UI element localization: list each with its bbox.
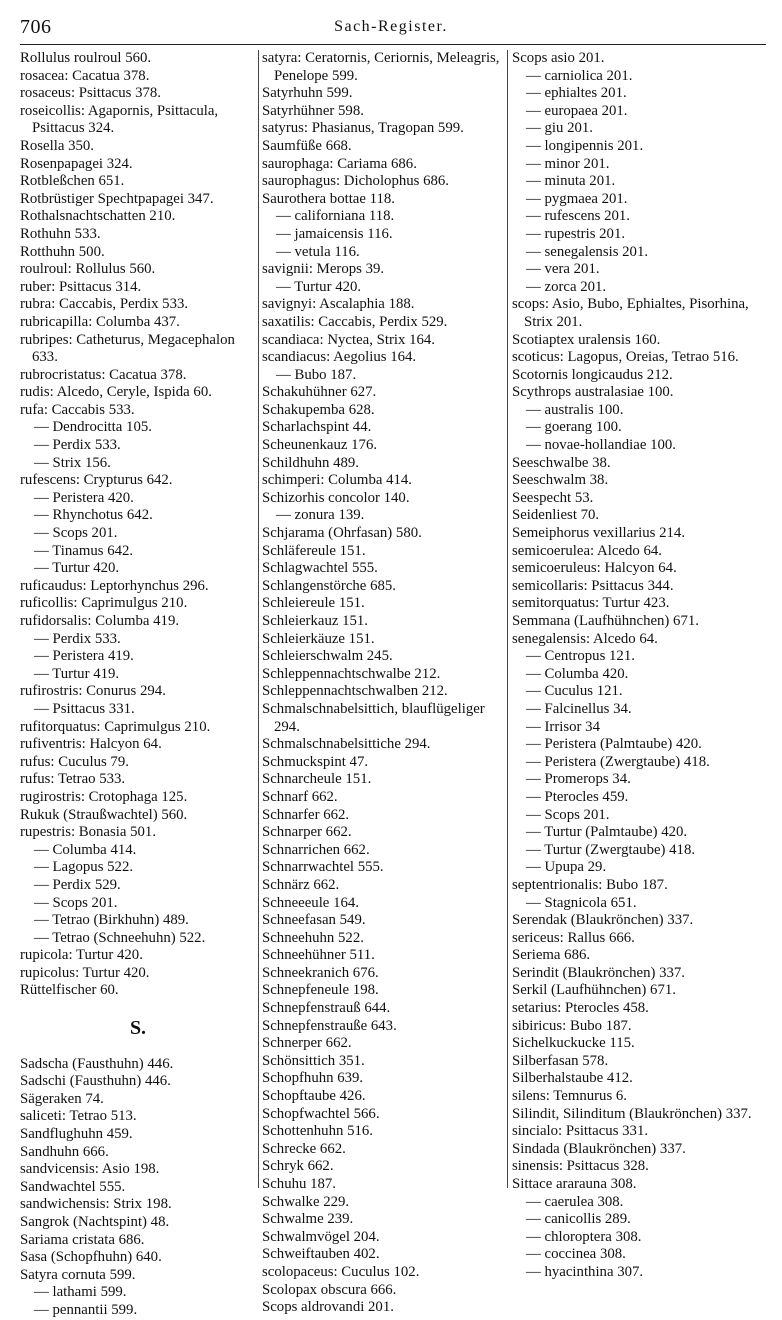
index-subentry: — senegalensis 201.: [526, 243, 649, 260]
index-subentry: — Scops 201.: [34, 894, 118, 911]
index-entry: rupestris: Bonasia 501.: [20, 824, 157, 841]
index-entry: Schnarrwachtel 555.: [262, 859, 384, 876]
index-entry: sinensis: Psittacus 328.: [512, 1158, 649, 1175]
index-entry: Sandflughuhn 459.: [20, 1126, 133, 1143]
index-entry: Schmalschnabelsittiche 294.: [262, 736, 431, 753]
index-entry: Serkil (Laufhühnchen) 671.: [512, 982, 676, 999]
index-column-2: [262, 50, 506, 1316]
index-entry: Schottenhuhn 516.: [262, 1123, 373, 1140]
index-subentry: — chloroptera 308.: [526, 1228, 642, 1245]
index-subentry: — Columba 414.: [34, 841, 137, 858]
index-entry: Scotiaptex uralensis 160.: [512, 331, 661, 348]
index-entry: Schönsittich 351.: [262, 1052, 365, 1069]
index-entry: Scotornis longicaudus 212.: [512, 366, 673, 383]
index-entry: Seriema 686.: [512, 947, 591, 964]
index-entry: Schryk 662.: [262, 1158, 334, 1175]
index-subentry: — Turtur (Palmtaube) 420.: [526, 824, 688, 841]
index-entry: Schleiereule 151.: [262, 595, 365, 612]
index-subentry: — coccinea 308.: [526, 1246, 626, 1263]
index-entry: Rukuk (Straußwachtel) 560.: [20, 806, 188, 823]
index-subentry: — Centropus 121.: [526, 648, 635, 665]
index-entry: Schmuckspint 47.: [262, 753, 369, 770]
index-subentry: — pennantii 599.: [34, 1301, 138, 1318]
index-entry: Silberfasan 578.: [512, 1052, 609, 1069]
index-subentry: — rufescens 201.: [526, 208, 630, 225]
index-entry: Satyrhühner 598.: [262, 102, 364, 119]
index-entry: Sindada (Blaukrönchen) 337.: [512, 1140, 686, 1157]
index-subentry: — Tetrao (Schneehuhn) 522.: [34, 929, 206, 946]
index-entry: Schopfhuhn 639.: [262, 1070, 364, 1087]
index-entry: Sadschi (Fausthuhn) 446.: [20, 1073, 171, 1090]
index-subentry: — goerang 100.: [526, 419, 622, 436]
index-entry: Schneeeule 164.: [262, 894, 359, 911]
index-entry: Saurothera bottae 118.: [262, 190, 395, 207]
index-entry: semitorquatus: Turtur 423.: [512, 595, 670, 612]
index-entry: rubripes: Catheturus, Megacephalon 633.: [20, 331, 235, 366]
index-entry: Schrecke 662.: [262, 1140, 346, 1157]
index-subentry: — Stagnicola 651.: [526, 894, 637, 911]
index-entry: roseicollis: Agapornis, Psittacula, Psittacus 324.: [20, 102, 219, 137]
index-subentry: — zonura 139.: [276, 507, 365, 524]
index-entry: Schopftaube 426.: [262, 1088, 366, 1105]
index-entry: Sadscha (Fausthuhn) 446.: [20, 1055, 174, 1072]
index-entry: Rothalsnachtschatten 210.: [20, 208, 176, 225]
index-entry: ruficaudus: Leptorhynchus 296.: [20, 577, 209, 594]
column-divider: [258, 50, 259, 1188]
index-entry: semicoeruleus: Halcyon 64.: [512, 560, 677, 577]
index-entry: Serindit (Blaukrönchen) 337.: [512, 964, 686, 981]
index-entry: Satyrhuhn 599.: [262, 85, 353, 102]
index-subentry: — minor 201.: [526, 155, 610, 172]
index-entry: sandwichensis: Strix 198.: [20, 1196, 172, 1213]
index-subentry: — caerulea 308.: [526, 1193, 624, 1210]
index-subentry: — australis 100.: [526, 401, 624, 418]
index-entry: rosaceus: Psittacus 378.: [20, 85, 161, 102]
index-subentry: — Irrisor 34: [526, 718, 600, 735]
index-subentry: — Rhynchotus 642.: [34, 507, 153, 524]
index-subentry: — lathami 599.: [34, 1284, 127, 1301]
index-entry: Schwalmvögel 204.: [262, 1228, 380, 1245]
index-entry: Rotthuhn 500.: [20, 243, 105, 260]
index-entry: rufitorquatus: Caprimulgus 210.: [20, 718, 211, 735]
index-entry: Rosenpapagei 324.: [20, 155, 133, 172]
index-entry: Seespecht 53.: [512, 489, 594, 506]
index-subentry: — longipennis 201.: [526, 137, 644, 154]
index-entry: Scolopax obscura 666.: [262, 1281, 397, 1298]
index-entry: Rothuhn 533.: [20, 225, 101, 242]
index-entry: Seidenliest 70.: [512, 507, 600, 524]
index-entry: Schnepfenstrauß 644.: [262, 1000, 391, 1017]
index-entry: Rotbleßchen 651.: [20, 173, 125, 190]
index-subentry: — pygmaea 201.: [526, 190, 628, 207]
index-entry: satyrus: Phasianus, Tragopan 599.: [262, 120, 464, 137]
index-entry: sincialo: Psittacus 331.: [512, 1123, 649, 1140]
index-subentry: — rupestris 201.: [526, 225, 626, 242]
index-entry: Seeschwalm 38.: [512, 472, 609, 489]
index-entry: saurophaga: Cariama 686.: [262, 155, 417, 172]
index-entry: septentrionalis: Bubo 187.: [512, 876, 668, 893]
index-subentry: — Cuculus 121.: [526, 683, 623, 700]
index-entry: Schneekranich 676.: [262, 964, 379, 981]
index-entry: scops: Asio, Bubo, Ephialtes, Pisorhina, Strix 201.: [512, 296, 749, 330]
index-entry: Rotbrüstiger Spechtpapagei 347.: [20, 190, 214, 207]
index-subentry: — Dendrocitta 105.: [34, 419, 152, 436]
index-entry: Scops aldrovandi 201.: [262, 1299, 394, 1316]
index-entry: scandiaca: Nyctea, Strix 164.: [262, 331, 435, 348]
index-subentry: — ephialtes 201.: [526, 85, 627, 102]
index-entry: Schopfwachtel 566.: [262, 1105, 380, 1122]
index-entry: Schwalme 239.: [262, 1211, 354, 1228]
index-entry: Satyra cornuta 599.: [20, 1266, 136, 1283]
index-subentry: — minuta 201.: [526, 173, 616, 190]
index-entry: satyra: Ceratornis, Ceriornis, Meleagris, Penelope 599.: [262, 50, 500, 84]
index-entry: Schnarcheule 151.: [262, 771, 372, 788]
index-entry: Scharlachspint 44.: [262, 419, 372, 436]
index-column-3: [512, 50, 770, 1280]
index-entry: Seeschwalbe 38.: [512, 454, 611, 471]
index-entry: rufus: Cuculus 79.: [20, 753, 129, 770]
index-entry: rupicolus: Turtur 420.: [20, 964, 150, 981]
index-column-1: [20, 50, 256, 1318]
index-entry: savignii: Merops 39.: [262, 261, 385, 278]
index-entry: Semmana (Laufhühnchen) 671.: [512, 613, 699, 629]
index-subentry: — canicollis 289.: [526, 1211, 631, 1228]
index-entry: Sandhuhn 666.: [20, 1143, 109, 1160]
index-entry: Schjarama (Ohrfasan) 580.: [262, 525, 422, 542]
index-entry: setarius: Pterocles 458.: [512, 1000, 649, 1017]
index-subentry: — Turtur 420.: [276, 278, 362, 295]
index-entry: Semeiphorus vexillarius 214.: [512, 525, 686, 542]
index-subentry: — Tetrao (Birkhuhn) 489.: [34, 912, 189, 929]
index-entry: saurophagus: Dicholophus 686.: [262, 173, 449, 190]
index-entry: rudis: Alcedo, Ceryle, Ispida 60.: [20, 384, 212, 401]
index-entry: rupicola: Turtur 420.: [20, 947, 143, 964]
index-entry: rubricapilla: Columba 437.: [20, 313, 180, 330]
index-entry: senegalensis: Alcedo 64.: [512, 630, 658, 647]
index-entry: scoticus: Lagopus, Oreias, Tetrao 516.: [512, 349, 739, 366]
index-entry: sibiricus: Bubo 187.: [512, 1017, 632, 1034]
index-subentry: — zorca 201.: [526, 278, 607, 295]
index-entry: Silindit, Silinditum (Blaukrönchen) 337.: [512, 1105, 752, 1122]
index-subentry: — europaea 201.: [526, 102, 628, 119]
index-entry: Sägeraken 74.: [20, 1090, 104, 1107]
index-subentry: — Lagopus 522.: [34, 859, 134, 876]
index-entry: Schleppennachtschwalben 212.: [262, 683, 448, 700]
index-entry: Schuhu 187.: [262, 1176, 336, 1192]
index-entry: rubrocristatus: Cacatua 378.: [20, 366, 187, 383]
index-subentry: — Peristera (Zwergtaube) 418.: [526, 753, 710, 770]
index-subentry: — Falcinellus 34.: [526, 700, 632, 717]
index-entry: Scythrops australasiae 100.: [512, 384, 674, 401]
index-entry: schimperi: Columba 414.: [262, 472, 413, 489]
index-subentry: — giu 201.: [526, 120, 593, 137]
index-subentry: — Tinamus 642.: [34, 542, 134, 559]
index-entry: silens: Temnurus 6.: [512, 1088, 628, 1105]
index-entry: scandiacus: Aegolius 164.: [262, 349, 417, 366]
index-entry: Schnarrichen 662.: [262, 841, 370, 858]
index-entry: Schlangenstörche 685.: [262, 577, 396, 594]
index-subentry: — Peristera 420.: [34, 489, 134, 506]
index-subentry: — Peristera (Palmtaube) 420.: [526, 736, 702, 753]
index-entry: Rollulus roulroul 560.: [20, 50, 152, 66]
index-entry: Schleppennachtschwalbe 212.: [262, 665, 441, 682]
index-entry: Schnepfeneule 198.: [262, 982, 379, 999]
index-entry: Schnarfer 662.: [262, 806, 350, 823]
index-entry: Sangrok (Nachtspint) 48.: [20, 1214, 170, 1230]
index-entry: saxatilis: Caccabis, Perdix 529.: [262, 313, 448, 330]
index-subentry: — Turtur (Zwergtaube) 418.: [526, 841, 696, 858]
index-subentry: — Turtur 420.: [34, 560, 120, 577]
index-subentry: — Upupa 29.: [526, 859, 607, 876]
index-entry: sandvicensis: Asio 198.: [20, 1161, 160, 1178]
column-divider: [507, 50, 508, 1188]
index-entry: ruficollis: Caprimulgus 210.: [20, 595, 188, 612]
index-entry: semicoerulea: Alcedo 64.: [512, 542, 662, 559]
index-entry: Schneehühner 511.: [262, 947, 375, 964]
index-subentry: — Pterocles 459.: [526, 788, 629, 805]
index-subentry: — Psittacus 331.: [34, 700, 135, 717]
index-subentry: — carniolica 201.: [526, 67, 633, 84]
index-subentry: — Turtur 419.: [34, 665, 120, 682]
index-entry: rufescens: Crypturus 642.: [20, 472, 173, 489]
index-entry: Rosella 350.: [20, 137, 94, 154]
index-entry: Schleierkäuze 151.: [262, 630, 375, 647]
index-subentry: — Perdix 533.: [34, 630, 121, 647]
index-subentry: — Columba 420.: [526, 665, 629, 682]
index-subentry: — Perdix 533.: [34, 437, 121, 454]
index-subentry: — californiana 118.: [276, 208, 395, 225]
index-subentry: — Promerops 34.: [526, 771, 631, 788]
index-entry: Schneehuhn 522.: [262, 929, 364, 946]
index-entry: Schnarper 662.: [262, 824, 352, 841]
index-entry: Schleierschwalm 245.: [262, 648, 393, 665]
page-number: 706: [20, 16, 52, 38]
index-subentry: — Perdix 529.: [34, 876, 121, 893]
index-entry: Serendak (Blaukrönchen) 337.: [512, 912, 694, 929]
section-letter: S.: [129, 1017, 147, 1040]
index-subentry: — Bubo 187.: [276, 366, 357, 383]
index-entry: savignyi: Ascalaphia 188.: [262, 296, 415, 313]
index-entry: Scops asio 201.: [512, 50, 605, 66]
index-entry: Sichelkuckucke 115.: [512, 1035, 635, 1052]
index-entry: Schweiftauben 402.: [262, 1246, 380, 1263]
index-entry: semicollaris: Psittacus 344.: [512, 577, 674, 594]
index-subentry: — novae-hollandiae 100.: [526, 437, 676, 454]
index-entry: Schwalke 229.: [262, 1193, 350, 1210]
index-entry: rufirostris: Conurus 294.: [20, 683, 166, 700]
index-entry: Schleierkauz 151.: [262, 613, 369, 629]
index-entry: Rüttelfischer 60.: [20, 982, 119, 999]
index-subentry: — vetula 116.: [276, 243, 360, 260]
index-entry: Scheunenkauz 176.: [262, 437, 378, 454]
index-entry: Schildhuhn 489.: [262, 454, 360, 471]
index-entry: Schnerper 662.: [262, 1035, 352, 1052]
index-entry: rosacea: Cacatua 378.: [20, 67, 150, 84]
index-entry: Saumfüße 668.: [262, 137, 352, 154]
index-subentry: — Scops 201.: [526, 806, 610, 823]
index-entry: saliceti: Tetrao 513.: [20, 1108, 137, 1125]
index-entry: Schakupemba 628.: [262, 401, 375, 418]
index-entry: scolopaceus: Cuculus 102.: [262, 1263, 420, 1280]
index-entry: Schizorhis concolor 140.: [262, 489, 410, 506]
index-entry: rufus: Tetrao 533.: [20, 771, 126, 788]
index-entry: roulroul: Rollulus 560.: [20, 261, 156, 278]
index-entry: Schnarf 662.: [262, 788, 338, 805]
index-subentry: — vera 201.: [526, 261, 600, 278]
index-entry: sericeus: Rallus 666.: [512, 929, 635, 946]
running-head: Sach-Register.: [334, 18, 448, 35]
index-entry: Schnepfenstrauße 643.: [262, 1017, 397, 1034]
index-entry: Schnärz 662.: [262, 876, 340, 893]
index-entry: Schmalschnabelsittich, blauflügeliger 294.: [262, 700, 485, 735]
index-entry: rufidorsalis: Columba 419.: [20, 613, 180, 629]
index-entry: Schlagwachtel 555.: [262, 560, 378, 577]
index-entry: rubra: Caccabis, Perdix 533.: [20, 296, 189, 313]
header-rule: [20, 44, 766, 45]
index-entry: Sittace ararauna 308.: [512, 1176, 637, 1192]
index-entry: rufiventris: Halcyon 64.: [20, 736, 162, 753]
index-subentry: — jamaicensis 116.: [276, 225, 393, 242]
index-entry: Schakuhühner 627.: [262, 384, 377, 401]
index-subentry: — Peristera 419.: [34, 648, 134, 665]
index-entry: Sariama cristata 686.: [20, 1231, 145, 1248]
index-entry: Silberhalstaube 412.: [512, 1070, 633, 1087]
index-entry: Schneefasan 549.: [262, 912, 366, 929]
index-entry: rugirostris: Crotophaga 125.: [20, 788, 188, 805]
index-entry: Schläfereule 151.: [262, 542, 366, 559]
index-entry: rufa: Caccabis 533.: [20, 401, 135, 418]
index-subentry: — Scops 201.: [34, 525, 118, 542]
index-entry: Sasa (Schopfhuhn) 640.: [20, 1249, 162, 1266]
index-entry: ruber: Psittacus 314.: [20, 278, 142, 295]
index-subentry: — Strix 156.: [34, 454, 111, 471]
index-entry: Sandwachtel 555.: [20, 1178, 126, 1195]
index-subentry: — hyacinthina 307.: [526, 1263, 644, 1280]
